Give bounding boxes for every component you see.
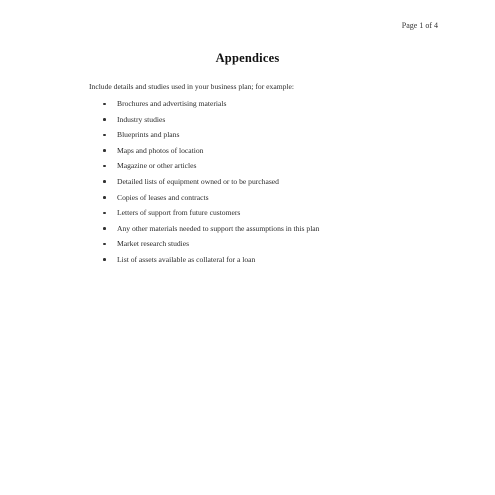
bullet-icon <box>103 212 106 215</box>
list-item-text: Maps and photos of location <box>117 145 204 155</box>
bullet-icon <box>103 134 106 137</box>
list-item-text: Brochures and advertising materials <box>117 99 227 108</box>
list-item-text: Blueprints and plans <box>117 130 180 140</box>
intro-paragraph: Include details and studies used in your business plan; for example: <box>89 82 294 91</box>
page-title: Appendices <box>215 51 280 65</box>
list-item-text: Copies of leases and contracts <box>117 192 209 202</box>
list-item-text: Market research studies <box>117 239 190 249</box>
list-item-text: Industry studies <box>117 114 166 124</box>
bullet-icon <box>103 227 106 230</box>
bullet-icon <box>103 103 106 106</box>
bullet-icon <box>103 118 106 121</box>
bullet-icon <box>103 165 106 168</box>
list-item-text: Any other materials needed to support the assumptions in this plan <box>117 223 320 233</box>
list-item-text: Detailed lists of equipment owned or to be purchased <box>117 176 279 186</box>
bullet-icon <box>103 196 106 199</box>
bullet-icon <box>103 258 106 261</box>
list-item-text: List of assets available as collateral for a loan <box>117 254 256 264</box>
bullet-icon <box>103 180 106 183</box>
bullet-icon <box>103 149 106 152</box>
page-number: Page 1 of 4 <box>401 21 438 30</box>
bullet-icon <box>103 243 106 246</box>
list-item-text: Magazine or other articles <box>117 161 197 171</box>
list-item-text: Letters of support from future customers <box>117 208 241 218</box>
